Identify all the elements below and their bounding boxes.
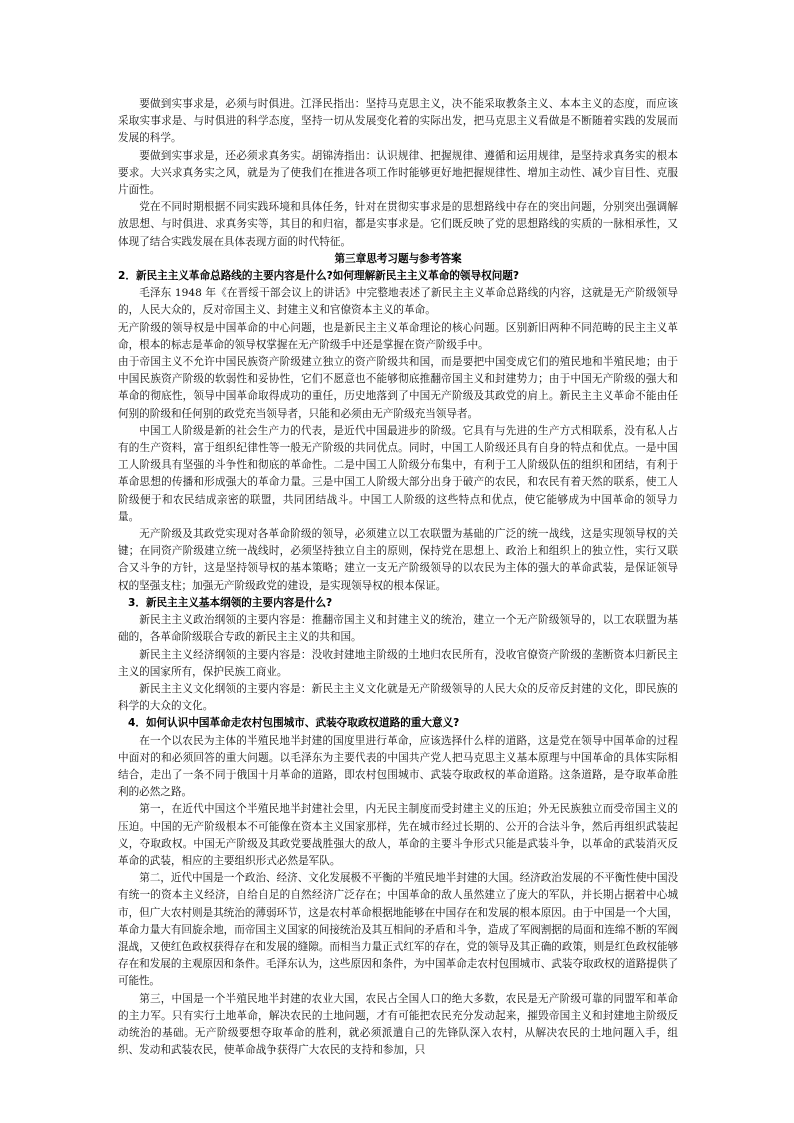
paragraph: 无产阶级的领导权是中国革命的中心问题，也是新民主主义革命理论的核心问题。区别新旧两种不同范畴的民主主义革命，根本的标志是革命的领导权掌握在无产阶级手中还是掌握在资产阶级手中。	[118, 321, 678, 351]
paragraph: 第一，在近代中国这个半殖民地半封建社会里，内无民主制度而受封建主义的压迫；外无民族独立而受帝国主义的压迫。中国的无产阶级根本不可能像在资本主义国家那样，先在城市经过长期的、公开的合法斗争，然后再组织武装起义，夺取政权。中国无产阶级及其政党要战胜强大的敌人，革命的主要斗争形式只能是武装斗争，以革命的武装消灭反革命的武装，相应的主要组织形式必然是军队。	[118, 803, 678, 867]
question-heading: 2．新民主主义革命总路线的主要内容是什么?如何理解新民主主义革命的领导权问题?	[118, 270, 520, 283]
paragraph: 毛泽东 1948 年《在晋绥干部会议上的讲话》中完整地表述了新民主主义革命总路线的内容，这就是无产阶级领导的，人民大众的，反对帝国主义、封建主义和官僚资本主义的革命。	[118, 287, 678, 317]
paragraph: 第三，中国是一个半殖民地半封建的农业大国，农民占全国人口的绝大多数，农民是无产阶级可靠的同盟军和革命的主力军。只有实行土地革命，解决农民的土地问题，才有可能把农民充分发动起来，摧毁帝国主义和封建地主阶级反动统治的基础。无产阶级要想夺取革命的胜利，就必须派遣自己的先锋队深入农村，从解决农民的土地问题入手，组织、发动和武装农民，使革命战争获得广大农民的支持和参加，只	[118, 992, 678, 1057]
question-heading: 4．如何认识中国革命走农村包围城市、武装夺取政权道路的重大意义?	[128, 717, 460, 730]
paragraph: 党在不同时期根据不同实践环境和具体任务，针对在贯彻实事求是的思想路线中存在的突出问题，分别突出强调解放思想、与时俱进、求真务实等，其目的和归宿，都是实事求是。它们既反映了党的思想路线的实质的一脉相承性，又体现了结合实践发展在具体表现方面的时代特征。	[118, 201, 678, 248]
paragraph: 第二，近代中国是一个政治、经济、文化发展极不平衡的半殖民地半封建的大国。经济政治发展的不平衡性使中国没有统一的资本主义经济，自给自足的自然经济广泛存在；中国革命的敌人虽然建立了庞大的军队，并长期占据着中心城市，但广大农村则是其统治的薄弱环节，这是农村革命根据地能够在中国存在和发展的根本原因。由于中国是一个大国，革命力量大有回旋余地，而帝国主义国家的间接统治及其互相间的矛盾和斗争，造成了军阀割据的局面和连绵不断的军阀混战，又使红色政权获得存在和发展的缝隙。而相当力量正式红军的存在，党的领导及其正确的政策，则是红色政权能够存在和发展的主观原因和条件。毛泽东认为，这些原因和条件，为中国革命走农村包围城市、武装夺取政权的道路提供了可能性。	[118, 872, 678, 988]
chapter-heading: 第三章思考习题与参考答案	[334, 252, 462, 265]
document-page	[118, 96, 678, 1059]
paragraph: 新民主主义政治纲领的主要内容是：推翻帝国主义和封建主义的统治，建立一个无产阶级领导的，以工农联盟为基础的，各革命阶级联合专政的新民主主义的共和国。	[118, 614, 678, 644]
paragraph: 由于帝国主义不允许中国民族资产阶级建立独立的资产阶级共和国，而是要把中国变成它们的殖民地和半殖民地；由于中国民族资产阶级的软弱性和妥协性，它们不愿意也不能够彻底推翻帝国主义和封建势力；由于中国无产阶级的强大和革命的彻底性，领导中国革命取得成功的重任，历史地落到了中国无产阶级及其政党的肩上。新民主主义革命不能由任何别的阶级和任何别的政党充当领导者，只能和必须由无产阶级充当领导者。	[118, 356, 678, 420]
paragraph: 新民主主义文化纲领的主要内容是：新民主主义文化就是无产阶级领导的人民大众的反帝反封建的文化，即民族的科学的大众的文化。	[118, 682, 678, 713]
paragraph: 新民主主义经济纲领的主要内容是：没收封建地主阶级的土地归农民所有，没收官僚资产阶级的垄断资本归新民主主义的国家所有，保护民族工商业。	[118, 648, 678, 678]
question-heading: 3．新民主主义基本纲领的主要内容是什么?	[128, 596, 333, 609]
paragraph: 要做到实事求是，还必须求真务实。胡锦涛指出：认识规律、把握规律、遵循和运用规律，是坚持求真务实的根本要求。大兴求真务实之风，就是为了使我们在推进各项工作时能够更好地把握规律性、增加主动性、减少盲目性、克服片面性。	[118, 149, 678, 197]
paragraph: 在一个以农民为主体的半殖民地半封建的国度里进行革命，应该选择什么样的道路，这是党在领导中国革命的过程中面对的和必须回答的重大问题。以毛泽东为主要代表的中国共产党人把马克思主义基本原理与中国革命的具体实际相结合，走出了一条不同于俄国十月革命的道路，即农村包围城市、武装夺取政权的革命道路。这条道路，是夺取革命胜利的必然之路。	[118, 734, 678, 799]
paragraph: 无产阶级及其政党实现对各革命阶级的领导，必须建立以工农联盟为基础的广泛的统一战线，这是实现领导权的关键；在同资产阶级建立统一战线时，必须坚持独立自主的原则，保持党在思想上、政治上和组织上的独立性，实行又联合又斗争的方针，这是坚持领导权的基本策略；建立一支无产阶级领导的以农民为主体的强大的革命武装，是保证领导权的坚强支柱；加强无产阶级政党的建设，是实现领导权的根本保证。	[118, 528, 678, 592]
paragraph: 中国工人阶级是新的社会生产力的代表，是近代中国最进步的阶级。它具有与先进的生产方式相联系，没有私人占有的生产资料，富于组织纪律性等一般无产阶级的共同优点。同时，中国工人阶级还具有自身的特点和优点。一是中国工人阶级具有坚强的斗争性和彻底的革命性。二是中国工人阶级分布集中，有利于工人阶级队伍的组织和团结，有利于革命思想的传播和形成强大的革命力量。三是中国工人阶级大部分出身于破产的农民，和农民有着天然的联系，使工人阶级便于和农民结成亲密的联盟，共同团结战斗。中国工人阶级的这些特点和优点，使它能够成为中国革命的领导力量。	[118, 424, 678, 523]
paragraph: 要做到实事求是，必须与时俱进。江泽民指出：坚持马克思主义，决不能采取教条主义、本本主义的态度，而应该采取实事求是、与时俱进的科学态度，坚持一切从发展变化着的实际出发，把马克思主义看做是不断随着实践的发展而发展的科学。	[118, 98, 678, 145]
